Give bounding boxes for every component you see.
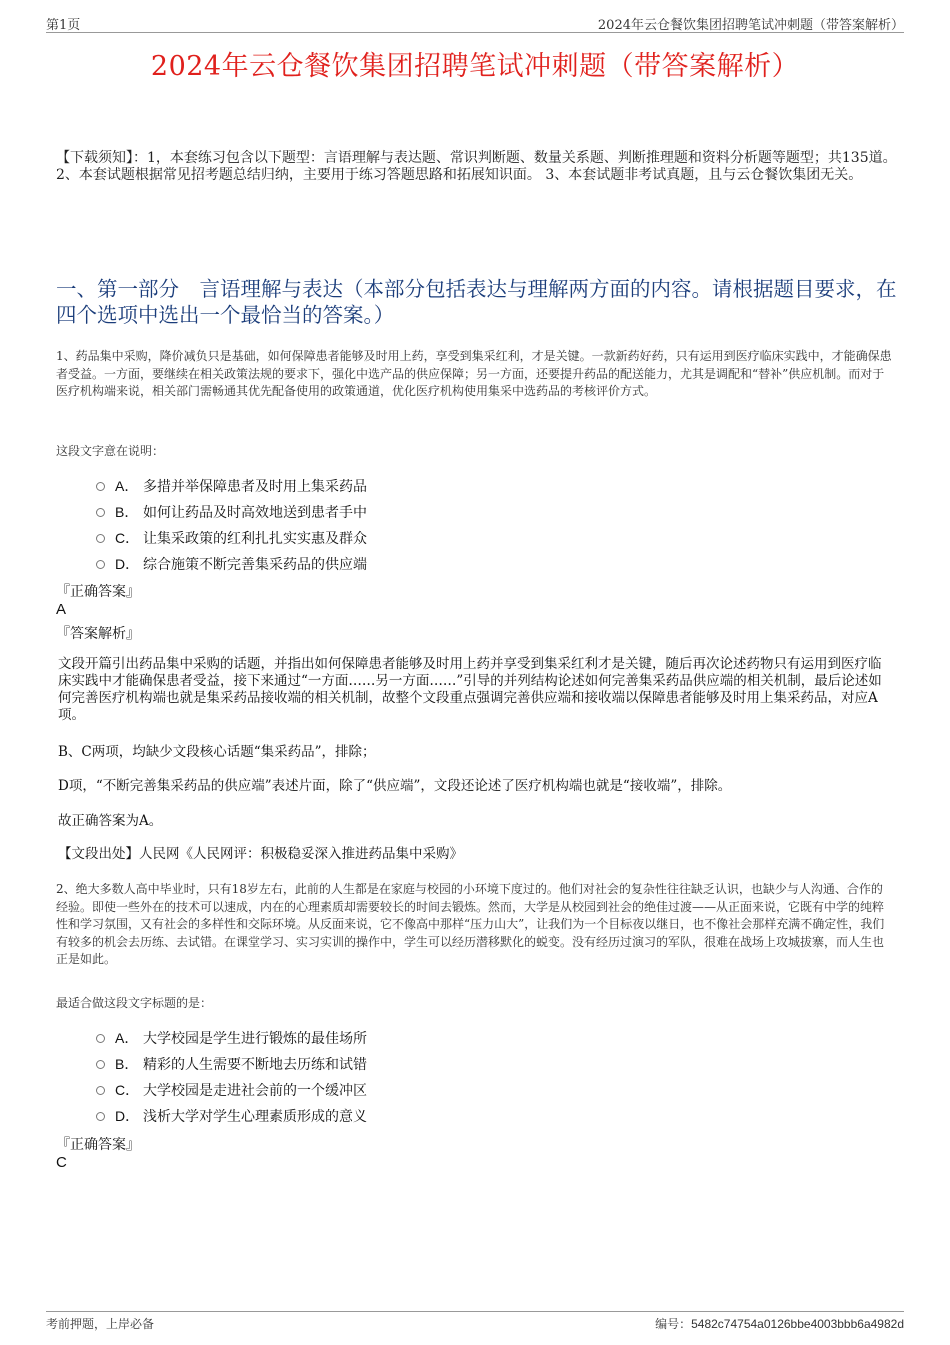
question-1-analysis-label: 『答案解析』 xyxy=(56,626,140,642)
option-text: 浅析大学对学生心理素质形成的意义 xyxy=(143,1109,367,1125)
question-1-analysis-d: D项，“不断完善集采药品的供应端”表述片面，除了“供应端”，文段还论述了医疗机构端也就是“接收端”，排除。 xyxy=(58,778,732,794)
question-1-options xyxy=(96,473,367,577)
option-c[interactable] xyxy=(96,525,367,551)
question-2-options xyxy=(96,1025,367,1129)
option-text: 让集采政策的红利扎扎实实惠及群众 xyxy=(143,531,367,547)
option-text: 大学校园是学生进行锻炼的最佳场所 xyxy=(143,1031,367,1047)
option-text: 大学校园是走进社会前的一个缓冲区 xyxy=(143,1083,367,1099)
question-2-stem: 最适合做这段文字标题的是： xyxy=(56,996,213,1010)
download-notice: 【下载须知】：1，本套练习包含以下题型：言语理解与表达题、常识判断题、数量关系题、判断推理题和资料分析题等题型；共135道。 2、本套试题根据常见招考题总结归纳，主要用于练习答题思路和拓展知识面。 3、本套试题非考试真题，且与云仓餐饮集团无关。 xyxy=(56,150,897,183)
option-letter: D． xyxy=(115,556,140,572)
option-a[interactable] xyxy=(96,1025,367,1051)
option-letter: B． xyxy=(115,504,139,520)
question-1-passage: 1、药品集中采购，降价减负只是基础，如何保障患者能够及时用上药，享受到集采红利，才是关键。一款新药好药，只有运用到医疗临床实践中，才能确保患者受益。一方面，要继续在相关政策法规的要求下，强化中选产品的供应保障；另一方面，还要提升药品的配送能力，尤其是调配和“替补”供应机制。而对于医疗机构端来说，相关部门需畅通其优先配备使用的政策通道，优化医疗机构使用集采中选药品的考核评价方式。 xyxy=(56,349,892,398)
question-2-answer: C xyxy=(56,1154,67,1171)
option-text: 综合施策不断完善集采药品的供应端 xyxy=(143,557,367,573)
page-title: 2024年云仓餐饮集团招聘笔试冲刺题（带答案解析） xyxy=(150,51,800,82)
question-1-conclusion: 故正确答案为A。 xyxy=(58,813,163,829)
option-letter: A． xyxy=(115,1030,139,1046)
radio-icon[interactable] xyxy=(96,482,105,491)
footer-code-value: 5482c74754a0126bbe4003bbb6a4982d xyxy=(691,1317,904,1331)
question-1-answer: A xyxy=(56,601,67,618)
option-letter: C． xyxy=(115,1082,140,1098)
radio-icon[interactable] xyxy=(96,508,105,517)
header-divider xyxy=(46,32,904,33)
radio-icon[interactable] xyxy=(96,1112,105,1121)
radio-icon[interactable] xyxy=(96,560,105,569)
question-1-source: 【文段出处】人民网《人民网评：积极稳妥深入推进药品集中采购》 xyxy=(58,846,463,862)
option-letter: D． xyxy=(115,1108,140,1124)
option-b[interactable] xyxy=(96,499,367,525)
option-text: 多措并举保障患者及时用上集采药品 xyxy=(143,479,367,495)
option-text: 如何让药品及时高效地送到患者手中 xyxy=(143,505,367,521)
question-2-answer-label: 『正确答案』 xyxy=(56,1137,140,1153)
option-b[interactable] xyxy=(96,1051,367,1077)
question-2-passage: 2、绝大多数人高中毕业时，只有18岁左右，此前的人生都是在家庭与校园的小环境下度过的。他们对社会的复杂性往往缺乏认识，也缺少与人沟通、合作的经验。即使一些外在的技术可以速成，内在的心理素质却需要较长的时间去锻炼。然而，大学是从校园到社会的绝佳过渡——从正面来说，它既有中学的纯粹性和学习氛围，又有社会的多样性和交际环境。从反面来说，它不像高中那样“压力山大”，让我们为一个目标夜以继日，也不像社会那样充满不确定性，我们有较多的机会去历练、去试错。在课堂学习、实习实训的操作中，学生可以经历潜移默化的蜕变。没有经历过演习的军队，很难在战场上攻城拔寨，而人生也正是如此。 xyxy=(56,882,885,966)
question-1-analysis-bc: B、C两项，均缺少文段核心话题“集采药品”，排除； xyxy=(58,744,376,760)
header-page-number: 第1页 xyxy=(46,18,81,33)
section-heading: 一、第一部分 言语理解与表达（本部分包括表达与理解两方面的内容。请根据题目要求，在四个选项中选出一个最恰当的答案。） xyxy=(56,277,897,327)
question-1-answer-label: 『正确答案』 xyxy=(56,584,140,600)
option-d[interactable] xyxy=(96,1103,367,1129)
footer-divider xyxy=(46,1311,904,1312)
radio-icon[interactable] xyxy=(96,1034,105,1043)
option-letter: A． xyxy=(115,478,139,494)
option-a[interactable] xyxy=(96,473,367,499)
radio-icon[interactable] xyxy=(96,1086,105,1095)
footer-code xyxy=(655,1315,904,1332)
option-letter: C． xyxy=(115,530,140,546)
option-text: 精彩的人生需要不断地去历练和试错 xyxy=(143,1057,367,1073)
footer-code-label: 编号： xyxy=(655,1317,692,1331)
footer-slogan: 考前押题，上岸必备 xyxy=(46,1317,155,1331)
radio-icon[interactable] xyxy=(96,534,105,543)
option-letter: B． xyxy=(115,1056,139,1072)
header-doc-title: 2024年云仓餐饮集团招聘笔试冲刺题（带答案解析） xyxy=(597,18,904,33)
radio-icon[interactable] xyxy=(96,1060,105,1069)
question-1-analysis-main: 文段开篇引出药品集中采购的话题，并指出如何保障患者能够及时用上药并享受到集采红利才是关键，随后再次论述药物只有运用到医疗临床实践中才能确保患者受益，接下来通过“一方面……另一方面……”引导的并列结构论述如何完善集采药品供应端的相关机制，最后论述如何完善医疗机构端也就是集采药品接收端的相关机制，故整个文段重点强调完善供应端和接收端以保障患者能够及时用上集采药品，对应A项。 xyxy=(58,656,882,723)
option-c[interactable] xyxy=(96,1077,367,1103)
question-1-stem: 这段文字意在说明： xyxy=(56,444,165,458)
option-d[interactable] xyxy=(96,551,367,577)
